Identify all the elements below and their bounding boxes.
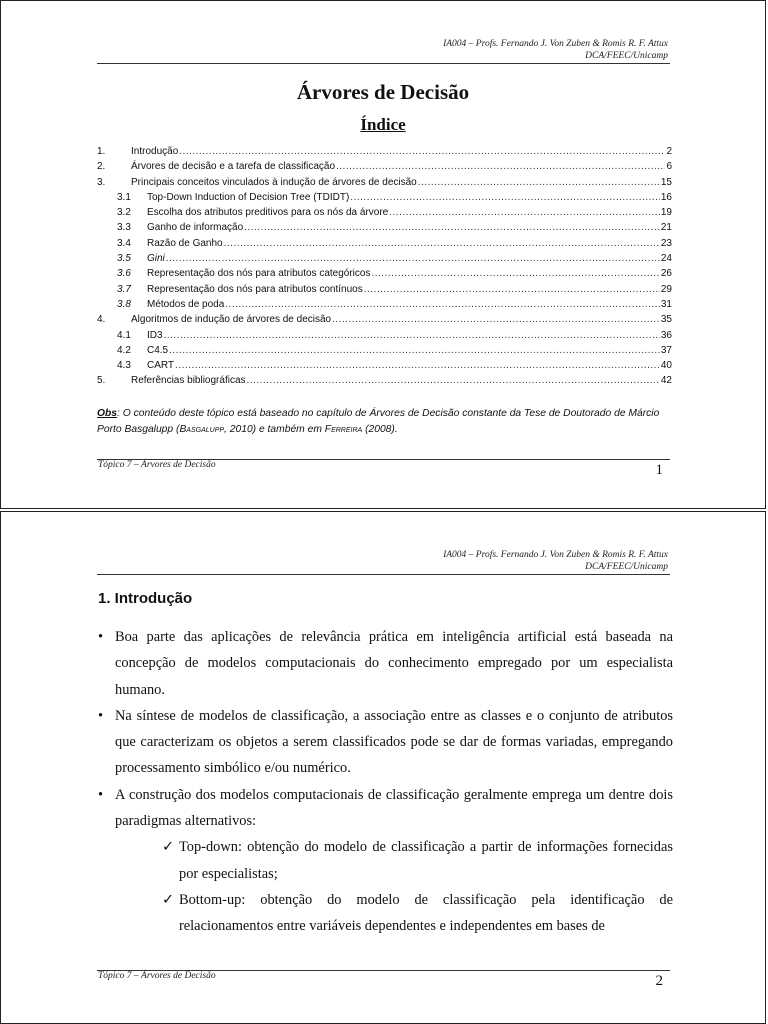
toc-entry[interactable]: 3.3 Ganho de informação ..... 21: [97, 220, 672, 235]
page-title: Árvores de Decisão: [296, 80, 470, 104]
header-course-line: IA004 – Profs. Fernando J. Von Zuben & Romis R. F. Attux: [443, 550, 668, 560]
toc-heading: Índice: [360, 115, 406, 134]
toc-entry[interactable]: 3.4 Razão de Ganho ..... 23: [97, 236, 672, 251]
header-dept-line: DCA/FEEC/Unicamp: [585, 51, 668, 61]
toc-entry[interactable]: 5. Referências bibliográficas ..... 42: [97, 373, 672, 388]
header-dept-line: DCA/FEEC/Unicamp: [585, 562, 668, 572]
header-divider: [97, 574, 670, 575]
toc-entry[interactable]: 3.5 Gini ..... 24: [97, 251, 672, 266]
page-footer: Tópico 7 – Árvores de Decisão: [98, 460, 216, 470]
observation-note: Obs: O conteúdo deste tópico está baseado no capítulo de Árvores de Decisão constante da Tese de Doutorado de Márcio Porto Basgalupp (Basgalupp, 2010) e também em Ferreira (2008).: [97, 408, 660, 435]
toc-entry[interactable]: 4.2 C4.5 ..... 37: [97, 343, 672, 358]
page-number: 2: [655, 973, 663, 989]
checkmark-icon: ✓: [162, 839, 175, 856]
header-course-line: IA004 – Profs. Fernando J. Von Zuben & Romis R. F. Attux: [443, 39, 668, 49]
toc-entry[interactable]: 4. Algoritmos de indução de árvores de decisão ..... 35: [97, 312, 672, 327]
page-header: [443, 549, 668, 573]
obs-label: Obs: [97, 408, 118, 419]
list-item: • Boa parte das aplicações de relevância prática em inteligência artificial está baseada na concepção de modelos computacionais do conhecimento empregado por um especialista humano.: [98, 624, 673, 703]
list-item: • Na síntese de modelos de classificação, a associação entre as classes e o conjunto de atributos que caracterizam os objetos a serem classificados pode se dar de formas variadas, empregando processamento simbólico e/ou numérico.: [98, 703, 673, 782]
toc-entry[interactable]: 3.2 Escolha dos atributos preditivos para os nós da árvore ..... 19: [97, 205, 672, 220]
document-page-1: [0, 0, 766, 509]
toc-entry[interactable]: 3. Principais conceitos vinculados à indução de árvores de decisão ..... 15: [97, 175, 672, 190]
sub-list-item: ✓ Top-down: obtenção do modelo de classificação a partir de informações fornecidas por especialistas;: [98, 834, 673, 887]
toc-entry[interactable]: 3.7 Representação dos nós para atributos contínuos ..... 29: [97, 282, 672, 297]
bullet-icon: •: [98, 786, 104, 803]
toc-entry[interactable]: 3.6 Representação dos nós para atributos categóricos ..... 26: [97, 266, 672, 281]
page-footer: Tópico 7 – Árvores de Decisão: [98, 971, 216, 981]
toc-entry[interactable]: 3.8 Métodos de poda ..... 31: [97, 297, 672, 312]
bullet-icon: •: [98, 707, 104, 724]
citation-ferreira: Ferreira: [324, 424, 363, 435]
checkmark-icon: ✓: [162, 891, 175, 908]
page-header: [443, 38, 668, 62]
toc-entry[interactable]: 4.3 CART ..... 40: [97, 358, 672, 373]
header-divider: [97, 63, 670, 64]
toc-entry[interactable]: 4.1 ID3 ..... 36: [97, 328, 672, 343]
document-page-2: [0, 511, 766, 1024]
toc-entry[interactable]: 3.1 Top-Down Induction of Decision Tree (TDIDT) ..... 16: [97, 190, 672, 205]
section-heading: 1. Introdução: [98, 590, 193, 607]
section-body: [98, 624, 673, 939]
toc-entry[interactable]: 1. Introdução ..... 2: [97, 144, 672, 159]
toc-entry[interactable]: 2. Árvores de decisão e a tarefa de classificação ..... 6: [97, 159, 672, 174]
list-item: • A construção dos modelos computacionais de classificação geralmente emprega um dentre dois paradigmas alternativos:: [98, 782, 673, 835]
citation-basgalupp: Basgalupp: [179, 424, 225, 435]
sub-list-item: ✓ Bottom-up: obtenção do modelo de classificação pela identificação de relacionamentos entre variáveis dependentes e independentes em bases de: [98, 887, 673, 939]
table-of-contents: [97, 144, 672, 389]
page-number: 1: [655, 462, 663, 478]
bullet-icon: •: [98, 629, 104, 645]
